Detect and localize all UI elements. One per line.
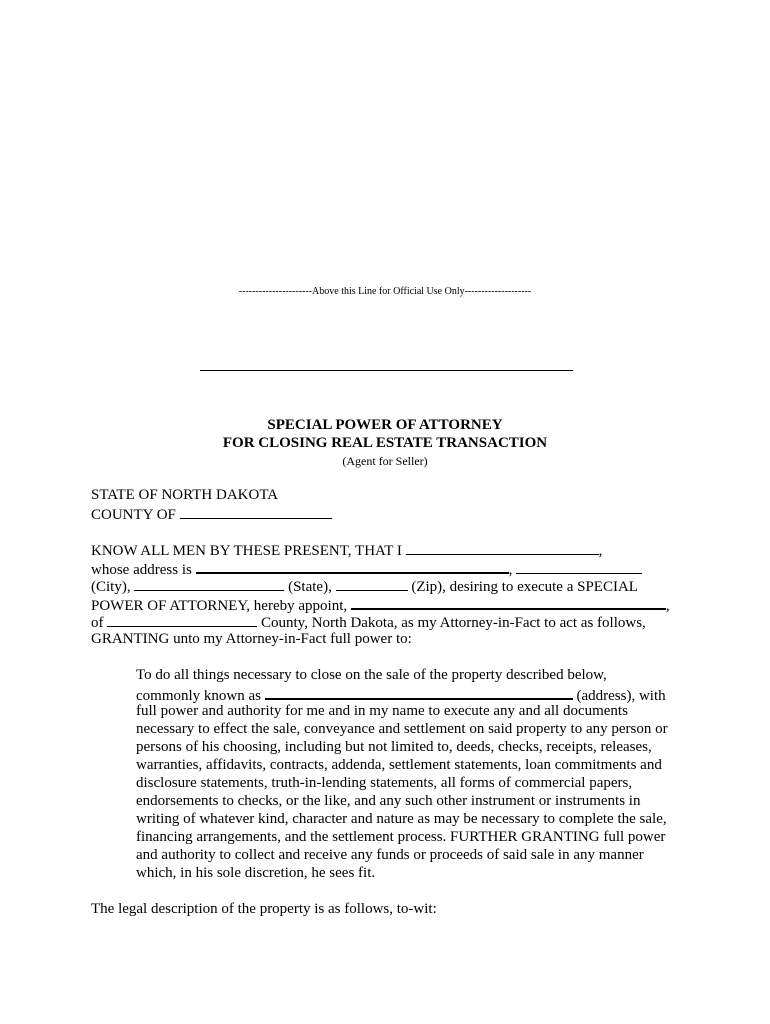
address-cont-blank[interactable] (516, 559, 642, 574)
attorney-county-line (91, 612, 646, 632)
official-use-line: ----------------------Above this Line for Official Use Only-------------------- (238, 286, 532, 297)
county-label: COUNTY OF (91, 507, 176, 523)
county-blank[interactable] (180, 504, 332, 519)
state-heading: STATE OF NORTH DAKOTA (91, 487, 279, 503)
document-subtitle: (Agent for Seller) (342, 454, 428, 468)
punctuation: , (508, 562, 513, 578)
county-line (91, 504, 332, 524)
powers-line-7: disclosure statements, truth-in-lending statements, all forms of commercial papers, (136, 775, 633, 791)
powers-line-5: persons of his choosing, including but not limited to, deeds, checks, receipts, releases, (136, 739, 652, 755)
attorney-name-blank[interactable] (351, 594, 666, 610)
powers-line-12: which, in his sole discretion, he sees fit. (136, 865, 376, 881)
address-blank[interactable] (196, 558, 509, 574)
of-label: of (91, 615, 104, 631)
powers-line-9: writing of whatever kind, character and nature as may be necessary to complete the sale, (136, 811, 667, 827)
address-suffix: (address), with (576, 688, 666, 704)
zip-blank[interactable] (336, 576, 408, 591)
city-label: (City), (91, 579, 131, 595)
property-address-blank[interactable] (265, 684, 573, 700)
zip-label: (Zip), desiring to execute a SPECIAL (411, 579, 638, 595)
known-as-label: commonly known as (136, 688, 261, 704)
appoint-label: POWER OF ATTORNEY, hereby appoint, (91, 598, 348, 614)
powers-line-8: endorsements to checks, or the like, and any such other instrument or instruments in (136, 793, 641, 809)
document-title-line2: FOR CLOSING REAL ESTATE TRANSACTION (222, 435, 548, 451)
state-blank[interactable] (134, 576, 284, 591)
powers-line-4: necessary to effect the sale, conveyance and settlement on said property to any person or (136, 721, 668, 737)
powers-line-10: financing arrangements, and the settlement process. FURTHER GRANTING full power (136, 829, 666, 845)
attorney-county-blank[interactable] (107, 612, 257, 627)
address-label: whose address is (91, 562, 192, 578)
grantor-line (91, 540, 602, 560)
punctuation: , (598, 543, 603, 559)
county-text: County, North Dakota, as my Attorney-in-Fact to act as follows, (261, 615, 646, 631)
city-state-zip-line (91, 576, 638, 596)
grantor-label: KNOW ALL MEN BY THESE PRESENT, THAT I (91, 543, 402, 559)
grantor-name-blank[interactable] (406, 540, 599, 555)
powers-line-1: To do all things necessary to close on the sale of the property described below, (136, 667, 607, 683)
legal-description-intro: The legal description of the property is as follows, to-wit: (91, 901, 437, 917)
powers-line-3: full power and authority for me and in my name to execute any and all documents (136, 703, 628, 719)
granting-line: GRANTING unto my Attorney-in-Fact full power to: (91, 631, 412, 647)
state-label: (State), (288, 579, 332, 595)
recording-info-rule (200, 370, 573, 371)
punctuation: , (665, 598, 670, 614)
document-title: SPECIAL POWER OF ATTORNEY (267, 417, 503, 433)
powers-line-6: warranties, affidavits, contracts, addenda, settlement statements, loan commitments and (136, 757, 662, 773)
powers-line-11: and authority to collect and receive any funds or proceeds of said sale in any manner (136, 847, 644, 863)
